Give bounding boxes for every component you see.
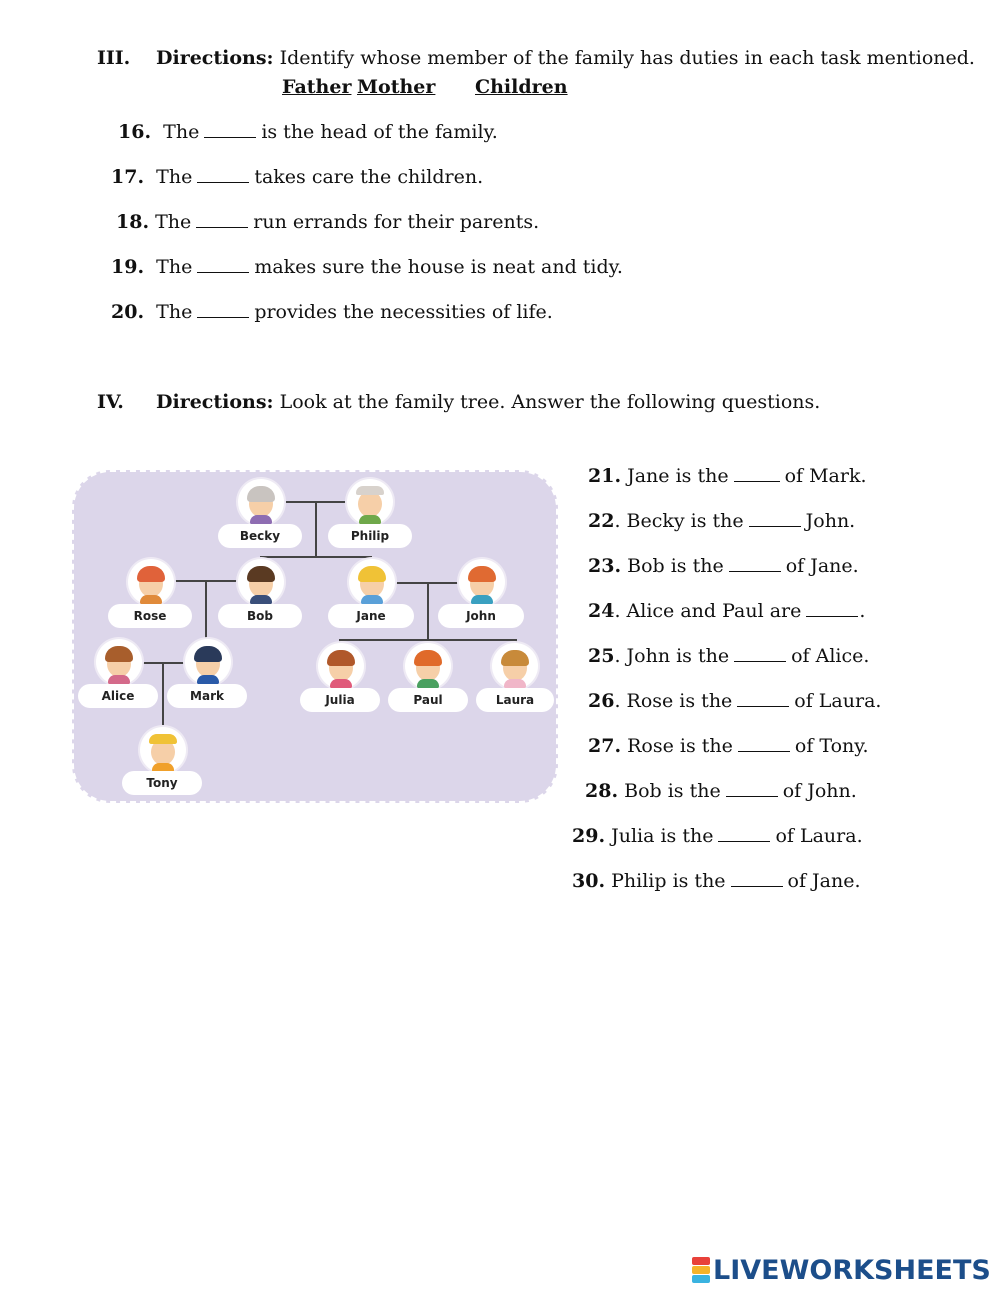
avatar-julia [318, 643, 364, 689]
answer-blank[interactable] [197, 256, 249, 273]
question-number: 18. [116, 211, 150, 233]
question-19 [111, 256, 623, 278]
avatar-laura [492, 643, 538, 689]
name-label: Alice [78, 684, 158, 708]
directions-label: Directions: [156, 47, 274, 69]
name-label: Rose [108, 604, 192, 628]
question-prefix: . Becky is the [614, 510, 744, 532]
question-prefix: Julia is the [611, 825, 714, 847]
name-label: John [438, 604, 524, 628]
question-suffix: John. [805, 510, 856, 532]
option-children: Children [475, 76, 568, 98]
answer-blank[interactable] [718, 825, 770, 842]
name-label: Jane [328, 604, 414, 628]
question-suffix: of Laura. [794, 690, 882, 712]
question-suffix: makes sure the house is neat and tidy. [254, 256, 623, 278]
avatar-paul [405, 643, 451, 689]
section-3-directions [156, 47, 975, 69]
question-prefix: . Alice and Paul are [614, 600, 802, 622]
question-suffix: . [859, 600, 866, 622]
logo-text: LIVEWORKSHEETS [713, 1254, 991, 1286]
answer-blank[interactable] [731, 870, 783, 887]
question-number: 27. [588, 735, 622, 757]
question-prefix: The [163, 121, 200, 143]
question-prefix: Jane is the [627, 465, 729, 487]
question-27 [588, 735, 869, 757]
section-4-directions [156, 391, 820, 413]
question-suffix: takes care the children. [254, 166, 484, 188]
question-suffix: of Jane. [787, 870, 861, 892]
question-prefix: Philip is the [611, 870, 726, 892]
question-18 [116, 211, 539, 233]
tree-line [170, 580, 238, 582]
question-suffix: is the head of the family. [261, 121, 498, 143]
answer-blank[interactable] [726, 780, 778, 797]
tree-line [339, 639, 517, 641]
family-tree-image [72, 470, 558, 803]
question-number: 17. [111, 166, 145, 188]
avatar-tony [140, 727, 186, 773]
answer-blank[interactable] [197, 166, 249, 183]
avatar-father [238, 559, 284, 605]
directions-label: Directions: [156, 391, 274, 413]
section-4-number: IV. [97, 391, 124, 413]
question-suffix: of Mark. [784, 465, 867, 487]
name-label: Becky [218, 524, 302, 548]
section-3-number: III. [97, 47, 131, 69]
avatar-grandmother [238, 479, 284, 525]
question-prefix: Rose is the [627, 735, 733, 757]
name-label: Paul [388, 688, 468, 712]
question-24 [588, 600, 865, 622]
question-number: 16. [118, 121, 152, 143]
avatar-mother [128, 559, 174, 605]
answer-blank[interactable] [197, 301, 249, 318]
tree-line [427, 583, 429, 640]
question-number: 19. [111, 256, 145, 278]
avatar-uncle [459, 559, 505, 605]
question-prefix: Bob is the [627, 555, 724, 577]
name-label: Tony [122, 771, 202, 795]
question-26 [588, 690, 881, 712]
name-label: Mark [167, 684, 247, 708]
answer-blank[interactable] [204, 121, 256, 138]
avatar-aunt [349, 559, 395, 605]
tree-line [162, 663, 164, 733]
question-17 [111, 166, 483, 188]
question-suffix: run errands for their parents. [253, 211, 540, 233]
avatar-mark [185, 639, 231, 685]
question-suffix: of Tony. [794, 735, 869, 757]
answer-blank[interactable] [738, 735, 790, 752]
question-prefix: The [156, 256, 193, 278]
answer-blank[interactable] [196, 211, 248, 228]
tree-line [260, 556, 372, 558]
liveworksheets-logo[interactable] [692, 1254, 991, 1286]
name-label: Julia [300, 688, 380, 712]
question-prefix: The [156, 301, 193, 323]
answer-blank[interactable] [806, 600, 858, 617]
question-number: 23. [588, 555, 622, 577]
question-number: 28. [585, 780, 619, 802]
question-number: 29. [572, 825, 606, 847]
question-23 [588, 555, 859, 577]
answer-blank[interactable] [729, 555, 781, 572]
question-suffix: of John. [782, 780, 857, 802]
question-prefix: The [156, 166, 193, 188]
question-prefix: . Rose is the [614, 690, 733, 712]
question-29 [572, 825, 863, 847]
question-number: 25 [588, 645, 615, 667]
answer-blank[interactable] [734, 645, 786, 662]
answer-blank[interactable] [737, 690, 789, 707]
question-number: 26 [588, 690, 615, 712]
directions-text: Look at the family tree. Answer the following questions. [279, 391, 821, 413]
question-prefix: The [155, 211, 192, 233]
question-prefix: . John is the [614, 645, 730, 667]
option-father: Father [282, 76, 352, 98]
question-suffix: of Laura. [775, 825, 863, 847]
question-suffix: provides the necessities of life. [254, 301, 553, 323]
question-28 [585, 780, 857, 802]
answer-blank[interactable] [749, 510, 801, 527]
question-30 [572, 870, 861, 892]
name-label: Bob [218, 604, 302, 628]
tree-line [315, 502, 317, 557]
question-prefix: Bob is the [624, 780, 721, 802]
answer-blank[interactable] [734, 465, 780, 482]
question-number: 20. [111, 301, 145, 323]
question-suffix: of Jane. [785, 555, 859, 577]
directions-text: Identify whose member of the family has duties in each task mentioned. [279, 47, 975, 69]
question-number: 21. [588, 465, 622, 487]
question-21 [588, 465, 867, 487]
avatar-alice [96, 639, 142, 685]
name-label: Philip [328, 524, 412, 548]
question-16 [118, 121, 498, 143]
question-25 [588, 645, 869, 667]
question-20 [111, 301, 553, 323]
question-22 [588, 510, 855, 532]
question-number: 30. [572, 870, 606, 892]
question-suffix: of Alice. [791, 645, 870, 667]
name-label: Laura [476, 688, 554, 712]
avatar-grandfather [347, 479, 393, 525]
tree-line [392, 582, 460, 584]
option-mother: Mother [357, 76, 436, 98]
logo-icon [692, 1257, 710, 1283]
question-number: 22 [588, 510, 615, 532]
question-number: 24 [588, 600, 615, 622]
